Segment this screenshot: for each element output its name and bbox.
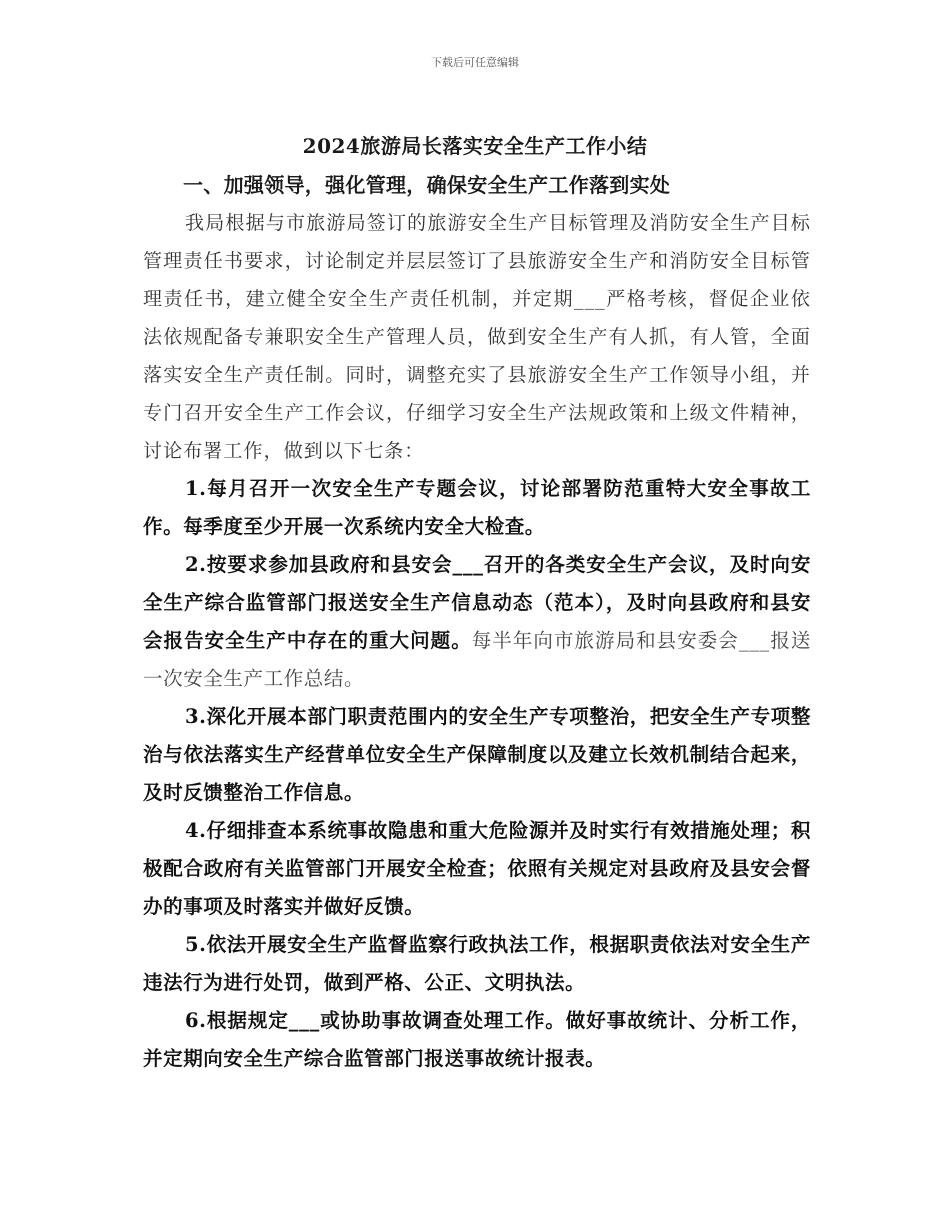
list-item-text: 6.根据规定___或协助事故调查处理工作。做好事故统计、分析工作，并定期向安全生产综合监管部门报送事故统计报表。 <box>143 1009 811 1070</box>
document-body <box>143 166 811 1078</box>
list-item-text: 3.深化开展本部门职责范围内的安全生产专项整治，把安全生产专项整治与依法落实生产经营单位安全生产保障制度以及建立长效机制结合起来，及时反馈整治工作信息。 <box>143 705 811 804</box>
list-item-5 <box>143 926 811 1002</box>
document-title: 2024旅游局长落实安全生产工作小结 <box>302 134 648 158</box>
list-item-1 <box>143 470 811 546</box>
list-item-4 <box>143 812 811 926</box>
list-item-text: 4.仔细排查本系统事故隐患和重大危险源并及时实行有效措施处理；积极配合政府有关监管部门开展安全检查；依照有关规定对县政府及县安会督办的事项及时落实并做好反馈。 <box>143 819 811 918</box>
list-item-text: 1.每月召开一次安全生产专题会议，讨论部署防范重特大安全事故工作。每季度至少开展一次系统内安全大检查。 <box>143 477 811 538</box>
list-item-2 <box>143 546 811 698</box>
list-item-extra: 每半年向市旅游局和县安委会___报送一次安全生产工作总结。 <box>143 629 811 690</box>
intro-paragraph: 我局根据与市旅游局签订的旅游安全生产目标管理及消防安全生产目标管理责任书要求，讨论制定并层层签订了县旅游安全生产和消防安全目标管理责任书，建立健全安全生产责任机制，并定期___严格考核，督促企业依法依规配备专兼职安全生产管理人员，做到安全生产有人抓，有人管，全面落实安全生产责任制。同时，调整充实了县旅游安全生产工作领导小组，并专门召开安全生产工作会议，仔细学习安全生产法规政策和上级文件精神，讨论布署工作，做到以下七条： <box>143 212 811 462</box>
section-heading: 一、加强领导，强化管理，确保安全生产工作落到实处 <box>183 173 671 197</box>
list-item-3 <box>143 698 811 812</box>
list-item-text: 5.依法开展安全生产监督监察行政执法工作，根据职责依法对安全生产违法行为进行处罚，做到严格、公正、文明执法。 <box>143 933 811 994</box>
header-note: 下载后可任意编辑 <box>431 56 519 69</box>
list-item-6 <box>143 1002 811 1078</box>
list-item-text: 2.按要求参加县政府和县安会___召开的各类安全生产会议，及时向安全生产综合监管部门报送安全生产信息动态（范本），及时向县政府和县安会报告安全生产中存在的重大问题。 <box>143 553 811 652</box>
